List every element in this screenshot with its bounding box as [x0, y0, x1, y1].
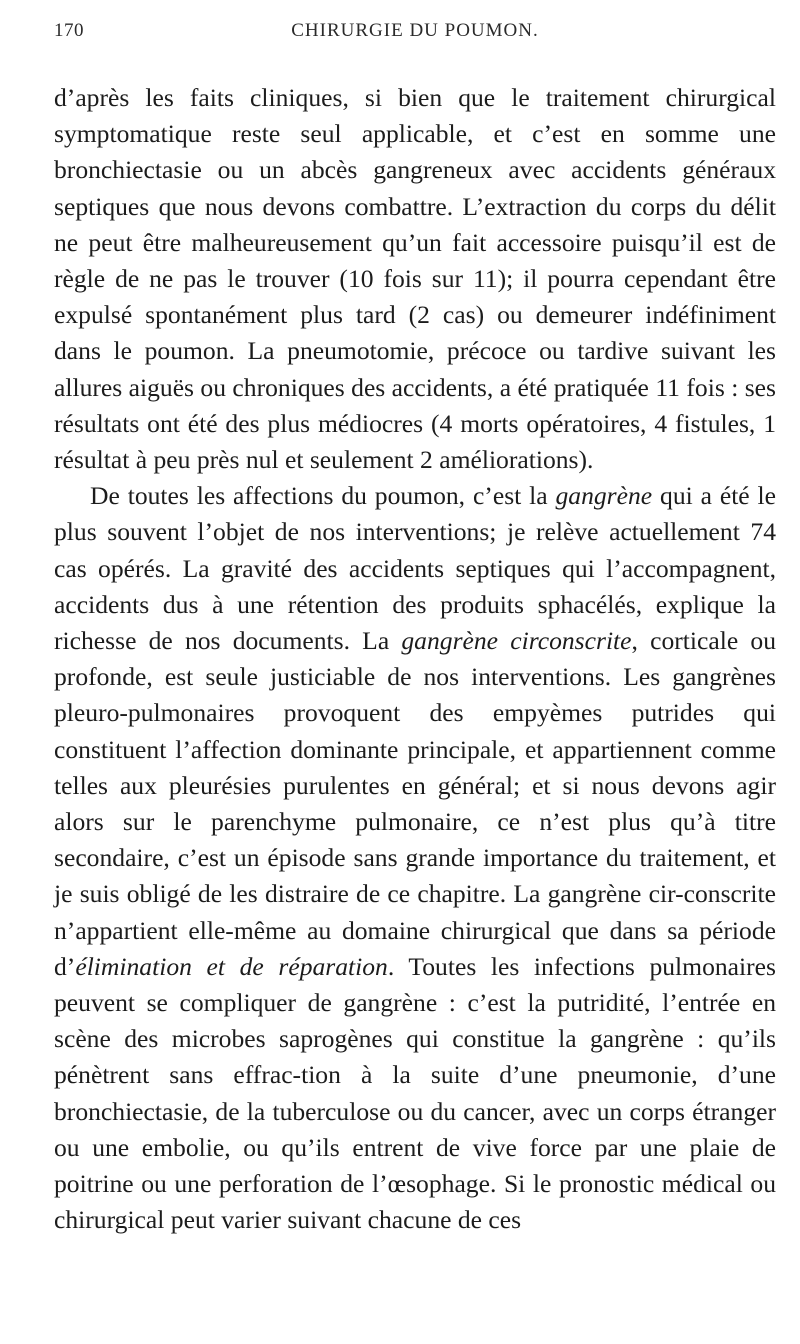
italic-term: gangrène [555, 481, 653, 511]
text-run: De toutes les affections du poumon, c’est la [90, 481, 556, 511]
paragraph-gangrene [54, 478, 776, 1238]
page-number: 170 [54, 20, 84, 41]
italic-term: élimination et de réparation [75, 951, 388, 981]
text-run: qui a été le plus souvent l’objet de nos interventions; je relève actuellement 74 cas opérés. La gravité des accidents septiques qui l’accompagnent, accidents dus à une rétention des produits sphacélés, explique la richesse de nos documents. La [54, 481, 777, 656]
paragraph-continued [54, 80, 776, 478]
running-title: CHIRURGIE DU POUMON. [291, 20, 539, 41]
text-run: . Toutes les infections pulmonaires peuvent se compliquer de gangrène : c’est la putridité, l’entrée en scène des microbes saprogènes qui constitue la gangrène : qu’ils pénètrent sans effrac-tion à la suite d’une pneumonie, d’une bronchiectasie, de la tuberculose ou du cancer, avec un corps étranger ou une embolie, ou qu’ils entrent de vive force par une plaie de poitrine ou une perforation de l’œsophage. Si le pronostic médical ou chirurgical peut varier suivant chacune de ces [54, 951, 776, 1235]
book-page [54, 14, 776, 1330]
italic-term: gangrène circonscrite [401, 626, 632, 656]
running-head [54, 14, 776, 50]
text-run: , corticale ou profonde, est seule justiciable de nos interventions. Les gangrènes pleuro-pulmonaires provoquent des empyèmes putrides qui constituent l’affection dominante principale, et appartiennent comme telles aux pleurésies purulentes en général; et si nous devons agir alors sur le parenchyme pulmonaire, ce n’est plus qu’à titre secondaire, c’est un épisode sans grande importance du traitement, et je suis obligé de les distraire de ce chapitre. La gangrène cir-conscrite n’appartient elle-même au domaine chirurgical que dans sa période d’ [54, 626, 776, 981]
body-text [54, 80, 776, 1239]
text-run: d’après les faits cliniques, si bien que le traitement chirurgical symptomatique reste seul applicable, et c’est en somme une bronchiectasie ou un abcès gangreneux avec accidents généraux septiques que nous devons combattre. L’extraction du corps du délit ne peut être malheureusement qu’un fait accessoire puisqu’il est de règle de ne pas le trouver (10 fois sur 11); il pourra cependant être expulsé spontanément plus tard (2 cas) ou demeurer indéfiniment dans le poumon. La pneumotomie, précoce ou tardive suivant les allures aiguës ou chroniques des accidents, a été pratiquée 11 fois : ses résultats ont été des plus médiocres (4 morts opératoires, 4 fistules, 1 résultat à peu près nul et seulement 2 améliorations). [54, 83, 776, 475]
